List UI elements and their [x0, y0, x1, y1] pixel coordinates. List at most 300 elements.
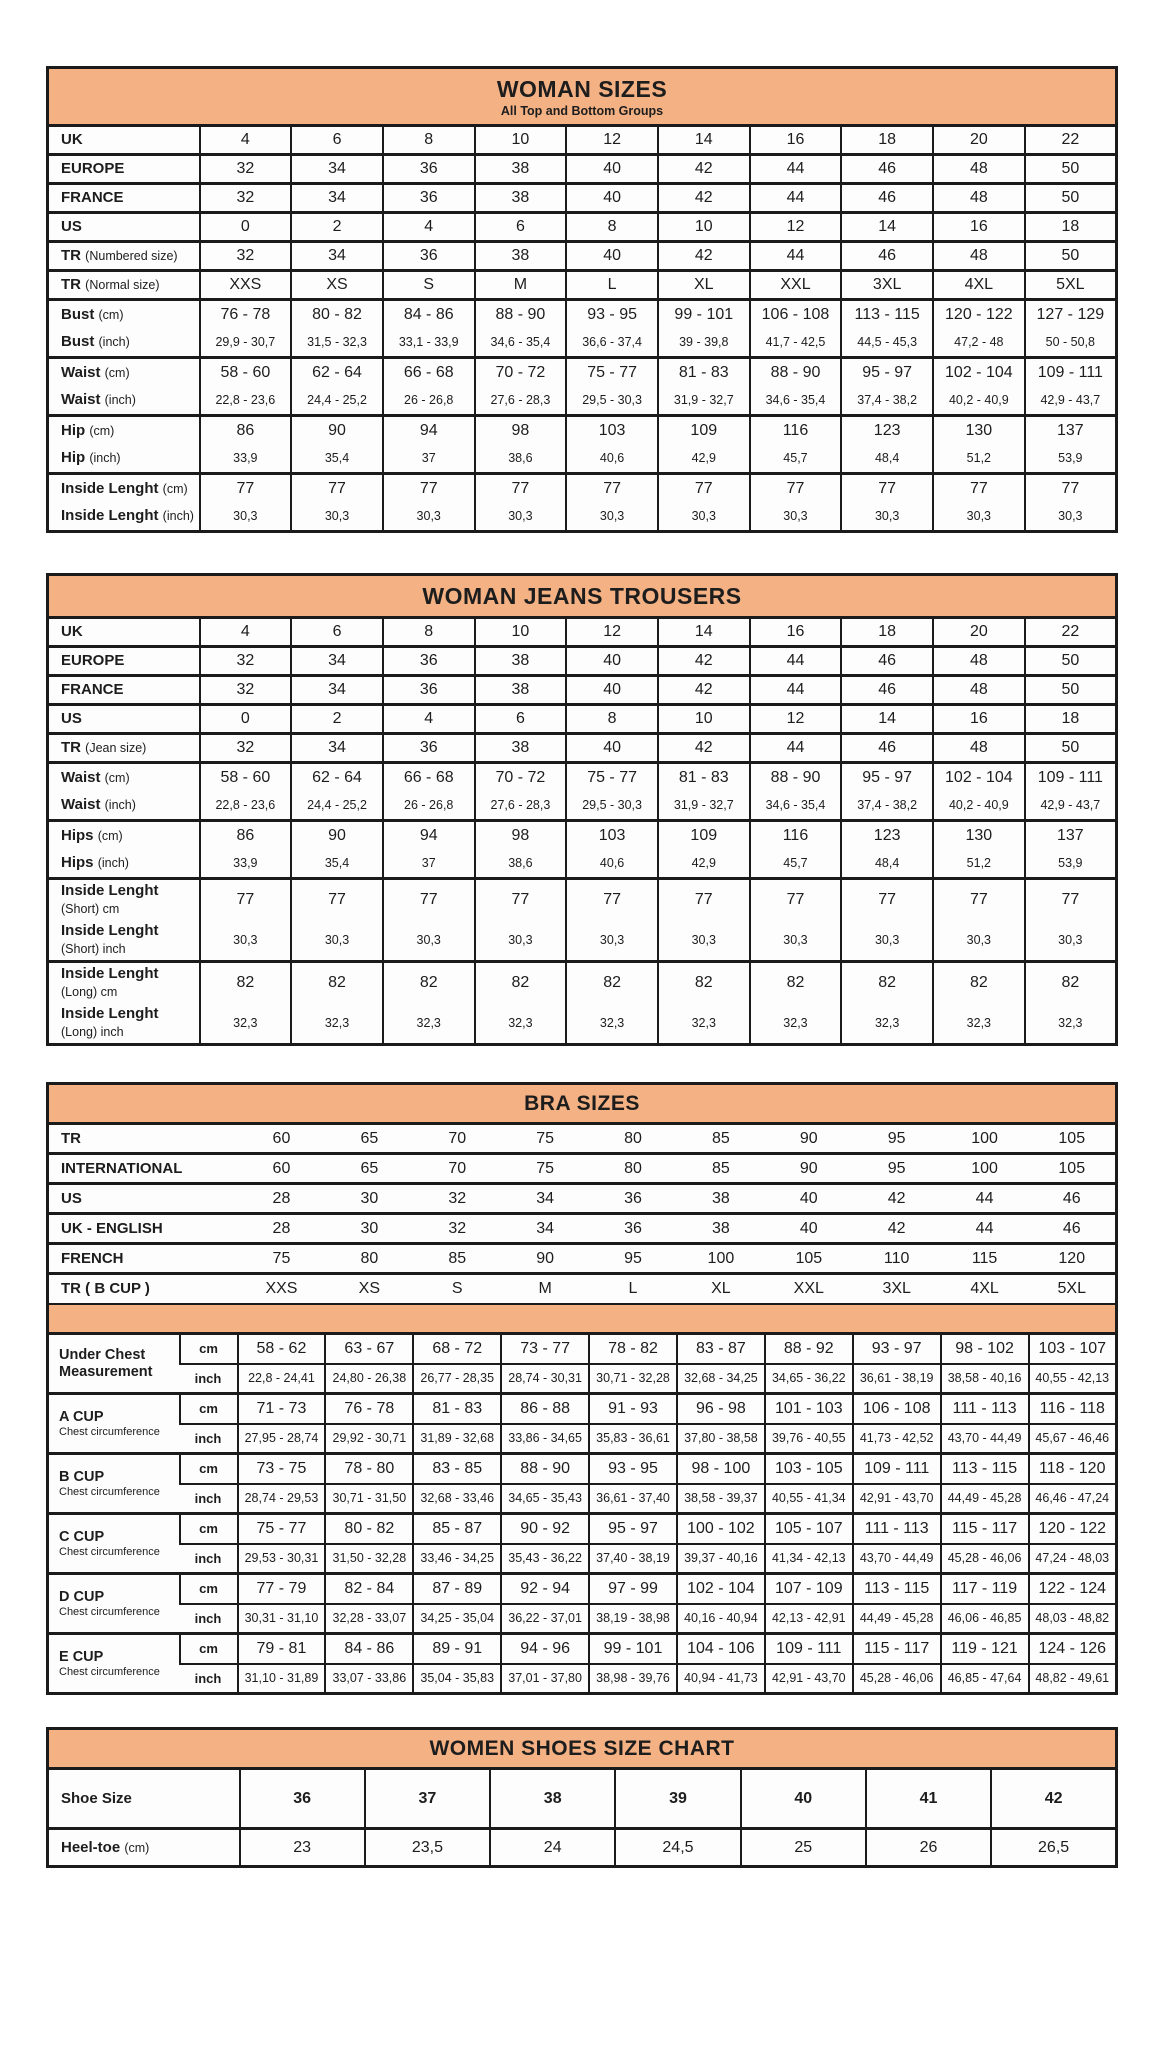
size-value: 90 - 92 [501, 1514, 589, 1544]
size-value: 48 [933, 647, 1025, 676]
size-value: 83 - 85 [413, 1454, 501, 1484]
row-label [48, 271, 200, 300]
size-value: 32,3 [658, 1003, 750, 1045]
row-label-detail: (Normal size) [85, 278, 160, 292]
size-value: 30,3 [475, 920, 567, 962]
table-row [48, 1604, 1117, 1634]
size-value: 33,1 - 33,9 [383, 329, 475, 358]
size-value: 95 - 97 [841, 358, 933, 387]
row-label-main: US [61, 218, 82, 235]
row-label [48, 676, 200, 705]
size-value: 63 - 67 [325, 1334, 413, 1364]
size-value: 29,5 - 30,3 [566, 792, 658, 821]
size-value: 44 [941, 1184, 1029, 1214]
size-value: 77 [200, 879, 292, 921]
size-value: 40 [566, 155, 658, 184]
size-value: 40,2 - 40,9 [933, 792, 1025, 821]
size-value: 8 [566, 213, 658, 242]
size-value: 6 [291, 126, 383, 155]
size-value: 75 [501, 1154, 589, 1184]
table-subtitle: All Top and Bottom Groups [500, 104, 664, 118]
table-row [48, 155, 1117, 184]
row-label [48, 879, 200, 921]
size-value: 75 [238, 1244, 326, 1274]
size-value: 31,9 - 32,7 [658, 387, 750, 416]
size-value: 93 - 97 [853, 1334, 941, 1364]
size-value: 98 - 100 [677, 1454, 765, 1484]
size-value: 26,5 [991, 1829, 1116, 1867]
size-value: XXL [765, 1274, 853, 1304]
size-value: 60 [238, 1154, 326, 1184]
row-label [48, 300, 200, 329]
size-value: 45,67 - 46,46 [1029, 1424, 1117, 1454]
row-label-main: Hip [61, 449, 90, 467]
size-value: 107 - 109 [765, 1574, 853, 1604]
size-value: 127 - 129 [1025, 300, 1117, 329]
size-value: 88 - 90 [750, 763, 842, 792]
size-value: 30,71 - 31,50 [325, 1484, 413, 1514]
size-value: 48 [933, 155, 1025, 184]
size-value: 98 [475, 821, 567, 850]
size-value: 85 - 87 [413, 1514, 501, 1544]
table-row [48, 705, 1117, 734]
row-label [48, 155, 200, 184]
size-value: 36 [383, 242, 475, 271]
table-title: WOMAN SIZES [496, 76, 668, 102]
size-value: 115 - 117 [853, 1634, 941, 1664]
row-label-main: Heel-toe [61, 1838, 125, 1856]
row-label [48, 213, 200, 242]
size-value: 38,19 - 38,98 [589, 1604, 677, 1634]
cup-name: A CUP [59, 1408, 104, 1425]
size-value: 35,83 - 36,61 [589, 1424, 677, 1454]
size-value: 34 [291, 184, 383, 213]
size-value: 30,3 [750, 920, 842, 962]
row-label [48, 962, 200, 1004]
size-value: 32,68 - 34,25 [677, 1364, 765, 1394]
row-label-main: UK [61, 623, 83, 640]
size-value: 130 [933, 821, 1025, 850]
size-value: 36 [240, 1769, 365, 1829]
size-value: 88 - 90 [475, 300, 567, 329]
row-label [48, 1154, 238, 1184]
size-value: 14 [658, 126, 750, 155]
size-value: 46 [841, 184, 933, 213]
size-value: 48 [933, 734, 1025, 763]
table-row [48, 184, 1117, 213]
row-label [48, 763, 200, 792]
size-value: 109 [658, 416, 750, 445]
size-value: 93 - 95 [589, 1454, 677, 1484]
table-row [48, 879, 1117, 921]
bra-sizes-table [46, 1082, 1118, 1695]
size-value: 82 [200, 962, 292, 1004]
size-value: 40,16 - 40,94 [677, 1604, 765, 1634]
table-row [48, 676, 1117, 705]
table-title-band [48, 1084, 1117, 1124]
size-value: 37,4 - 38,2 [841, 387, 933, 416]
size-value: 105 [765, 1244, 853, 1274]
row-label-detail: (Short) cm [61, 902, 120, 916]
size-value: 105 [1029, 1124, 1117, 1154]
size-value: 40 [765, 1184, 853, 1214]
size-value: 32,3 [933, 1003, 1025, 1045]
table-row [48, 300, 1117, 329]
table-title: BRA SIZES [524, 1092, 640, 1115]
size-value: 10 [658, 213, 750, 242]
size-value: 78 - 82 [589, 1334, 677, 1364]
row-label-detail: (Long) inch [61, 1025, 124, 1039]
size-value: 90 [291, 416, 383, 445]
size-value: 33,46 - 34,25 [413, 1544, 501, 1574]
size-value: 30,3 [291, 920, 383, 962]
size-value: 30,71 - 32,28 [589, 1364, 677, 1394]
table-row [48, 1274, 1117, 1304]
row-label-main: TR ( B CUP ) [61, 1279, 150, 1297]
size-value: 22,8 - 23,6 [200, 792, 292, 821]
size-value: 39,76 - 40,55 [765, 1424, 853, 1454]
size-value: 102 - 104 [933, 358, 1025, 387]
row-label-main: Inside Lenght [61, 922, 159, 939]
size-value: 85 [413, 1244, 501, 1274]
size-value: 50 [1025, 734, 1117, 763]
row-label-main: Shoe Size [61, 1789, 132, 1807]
size-value: 32 [413, 1184, 501, 1214]
women-shoes-table [46, 1727, 1118, 1868]
table-row [48, 503, 1117, 532]
row-label-main: INTERNATIONAL [61, 1159, 183, 1177]
size-value: 103 [566, 821, 658, 850]
row-label [48, 416, 200, 445]
size-value: 88 - 92 [765, 1334, 853, 1364]
size-value: 42,9 - 43,7 [1025, 792, 1117, 821]
size-value: 30,3 [566, 920, 658, 962]
size-value: 137 [1025, 416, 1117, 445]
spacer [46, 1695, 1118, 1727]
table-row [48, 1184, 1117, 1214]
size-value: 48,03 - 48,82 [1029, 1604, 1117, 1634]
size-value: 96 - 98 [677, 1394, 765, 1424]
size-value: 94 [383, 416, 475, 445]
size-value: 90 [501, 1244, 589, 1274]
size-value: 42,9 [658, 850, 750, 879]
table-row [48, 1214, 1117, 1244]
size-value: 32,3 [841, 1003, 933, 1045]
table-row [48, 618, 1117, 647]
table-row [48, 1829, 1117, 1867]
unit-label-cm: cm [180, 1634, 238, 1664]
table-title-band [48, 68, 1117, 126]
size-value: 26,77 - 28,35 [413, 1364, 501, 1394]
size-value: 36,61 - 37,40 [589, 1484, 677, 1514]
row-label [48, 618, 200, 647]
size-value: 32,3 [383, 1003, 475, 1045]
cup-name: Under Chest Measurement [59, 1346, 153, 1380]
size-value: 42,13 - 42,91 [765, 1604, 853, 1634]
row-label-detail: (Long) cm [61, 985, 118, 999]
size-value: 95 [853, 1154, 941, 1184]
row-label [48, 358, 200, 387]
size-value: 80 - 82 [291, 300, 383, 329]
size-value: 53,9 [1025, 445, 1117, 474]
size-value: 40 [566, 242, 658, 271]
row-label [48, 242, 200, 271]
size-value: 113 - 115 [941, 1454, 1029, 1484]
table-row [48, 850, 1117, 879]
size-value: 46 [841, 647, 933, 676]
separator-band-row [48, 1304, 1117, 1334]
row-label [48, 792, 200, 821]
size-value: 46 [841, 676, 933, 705]
size-value: 76 - 78 [200, 300, 292, 329]
table-row [48, 416, 1117, 445]
size-value: 47,24 - 48,03 [1029, 1544, 1117, 1574]
row-label [48, 1184, 238, 1214]
size-value: 48 [933, 676, 1025, 705]
size-value: 40 [566, 184, 658, 213]
row-label [48, 445, 200, 474]
row-label-main: Hips [61, 854, 98, 872]
unit-label-inch: inch [180, 1424, 238, 1454]
size-value: 46,06 - 46,85 [941, 1604, 1029, 1634]
row-label-detail: (inch) [104, 393, 136, 408]
row-label [48, 647, 200, 676]
size-value: 75 - 77 [566, 763, 658, 792]
size-value: 14 [841, 213, 933, 242]
size-value: 14 [841, 705, 933, 734]
row-label [48, 387, 200, 416]
size-value: XL [658, 271, 750, 300]
size-value: 18 [1025, 705, 1117, 734]
size-value: 36,22 - 37,01 [501, 1604, 589, 1634]
size-value: 109 - 111 [1025, 358, 1117, 387]
size-value: 50 [1025, 676, 1117, 705]
size-value: 32,68 - 33,46 [413, 1484, 501, 1514]
size-value: 4 [383, 213, 475, 242]
row-label-detail: (cm) [104, 770, 130, 785]
size-value: 105 [1029, 1154, 1117, 1184]
size-value: 104 - 106 [677, 1634, 765, 1664]
size-value: 77 [658, 474, 750, 503]
size-value: 82 [658, 962, 750, 1004]
size-value: 29,92 - 30,71 [325, 1424, 413, 1454]
unit-label-inch: inch [180, 1544, 238, 1574]
size-value: 44 [750, 242, 842, 271]
size-value: 47,2 - 48 [933, 329, 1025, 358]
size-value: 43,70 - 44,49 [853, 1544, 941, 1574]
size-value: 38,58 - 40,16 [941, 1364, 1029, 1394]
size-value: 42,91 - 43,70 [765, 1664, 853, 1694]
size-value: 31,9 - 32,7 [658, 792, 750, 821]
size-value: 58 - 62 [238, 1334, 326, 1364]
size-value: 80 [589, 1154, 677, 1184]
size-value: 0 [200, 705, 292, 734]
size-value: 85 [677, 1154, 765, 1184]
size-value: 82 [475, 962, 567, 1004]
size-value: 32 [413, 1214, 501, 1244]
row-label-main: EUROPE [61, 160, 125, 177]
size-value: 75 [501, 1124, 589, 1154]
size-value: 77 [291, 474, 383, 503]
size-value: 38,6 [475, 850, 567, 879]
size-value: 32,3 [475, 1003, 567, 1045]
size-value: 22,8 - 24,41 [238, 1364, 326, 1394]
table-row [48, 213, 1117, 242]
row-label-main: TR [61, 1129, 81, 1147]
size-value: 103 - 105 [765, 1454, 853, 1484]
size-value: 30,3 [200, 920, 292, 962]
size-value: 88 - 90 [501, 1454, 589, 1484]
table-row [48, 962, 1117, 1004]
size-value: 116 - 118 [1029, 1394, 1117, 1424]
size-value: 88 - 90 [750, 358, 842, 387]
size-value: 45,7 [750, 850, 842, 879]
table-row [48, 1394, 1117, 1424]
size-value: 35,04 - 35,83 [413, 1664, 501, 1694]
table-row [48, 358, 1117, 387]
size-value: 34,6 - 35,4 [750, 387, 842, 416]
unit-label-inch: inch [180, 1604, 238, 1634]
size-value: 12 [750, 705, 842, 734]
cup-name: E CUP [59, 1648, 104, 1665]
size-value: 77 [1025, 474, 1117, 503]
size-value: 39 [615, 1769, 740, 1829]
size-value: 36 [383, 676, 475, 705]
row-label [48, 1829, 240, 1867]
cup-name: D CUP [59, 1588, 105, 1605]
size-value: 40,6 [566, 445, 658, 474]
row-label-main: US [61, 710, 82, 727]
size-value: 28,74 - 30,31 [501, 1364, 589, 1394]
woman-jeans-table [46, 573, 1118, 1046]
row-label [48, 734, 200, 763]
row-label-main: UK - ENGLISH [61, 1219, 163, 1237]
table-row [48, 242, 1117, 271]
size-value: 28 [238, 1214, 326, 1244]
table-row [48, 271, 1117, 300]
size-value: 30,3 [200, 503, 292, 532]
cup-subtitle: Chest circumference [59, 1666, 160, 1679]
size-value: 103 - 107 [1029, 1334, 1117, 1364]
size-value: 117 - 119 [941, 1574, 1029, 1604]
row-label-main: Waist [61, 796, 105, 814]
size-value: 0 [200, 213, 292, 242]
size-value: 32 [200, 155, 292, 184]
size-value: 73 - 77 [501, 1334, 589, 1364]
size-value: 77 [200, 474, 292, 503]
unit-label-cm: cm [180, 1574, 238, 1604]
table-row [48, 445, 1117, 474]
unit-label-inch: inch [180, 1484, 238, 1514]
size-value: 12 [566, 618, 658, 647]
size-value: XS [325, 1274, 413, 1304]
size-value: 41,34 - 42,13 [765, 1544, 853, 1574]
size-value: 40 [566, 647, 658, 676]
size-value: 38 [475, 647, 567, 676]
row-label [48, 1274, 238, 1304]
row-label-detail: (inch) [98, 335, 130, 350]
size-value: 32,3 [566, 1003, 658, 1045]
size-value: 43,70 - 44,49 [941, 1424, 1029, 1454]
size-value: 58 - 60 [200, 358, 292, 387]
row-label-main: FRANCE [61, 189, 124, 206]
size-value: 82 [383, 962, 475, 1004]
size-value: 68 - 72 [413, 1334, 501, 1364]
size-value: 37 [365, 1769, 490, 1829]
size-value: 30,3 [750, 503, 842, 532]
size-value: 53,9 [1025, 850, 1117, 879]
size-value: 32 [200, 734, 292, 763]
size-value: 44 [750, 734, 842, 763]
size-value: 40,55 - 41,34 [765, 1484, 853, 1514]
size-value: 71 - 73 [238, 1394, 326, 1424]
size-value: 110 [853, 1244, 941, 1274]
size-value: 109 - 111 [1025, 763, 1117, 792]
size-value: 24,4 - 25,2 [291, 387, 383, 416]
size-value: 27,6 - 28,3 [475, 792, 567, 821]
table-row [48, 1364, 1117, 1394]
row-label-detail: (Short) inch [61, 942, 126, 956]
row-label-main: Inside Lenght [61, 507, 163, 525]
size-value: 58 - 60 [200, 763, 292, 792]
size-value: 94 - 96 [501, 1634, 589, 1664]
size-value: 40 [765, 1214, 853, 1244]
size-value: 77 [566, 474, 658, 503]
row-label [48, 1124, 238, 1154]
size-value: 38 [490, 1769, 615, 1829]
table-row [48, 647, 1117, 676]
size-value: 38 [475, 734, 567, 763]
size-value: 102 - 104 [677, 1574, 765, 1604]
size-value: 115 [941, 1244, 1029, 1274]
size-value: 70 - 72 [475, 763, 567, 792]
row-label-main: EUROPE [61, 652, 125, 669]
size-value: 97 - 99 [589, 1574, 677, 1604]
row-label-detail: (cm) [162, 481, 188, 496]
size-value: 42 [658, 647, 750, 676]
size-value: 32 [200, 184, 292, 213]
size-value: 50 [1025, 184, 1117, 213]
size-value: 42 [853, 1214, 941, 1244]
size-value: 8 [566, 705, 658, 734]
table-row [48, 1574, 1117, 1604]
size-value: 100 [677, 1244, 765, 1274]
size-value: 38 [475, 184, 567, 213]
row-label-main: Hips [61, 826, 98, 844]
size-value: 82 [291, 962, 383, 1004]
size-value: 65 [325, 1124, 413, 1154]
size-value: 18 [841, 618, 933, 647]
row-label-main: TR [61, 276, 86, 293]
size-value: 39 - 39,8 [658, 329, 750, 358]
row-label-main: FRANCE [61, 681, 124, 698]
size-value: 41,7 - 42,5 [750, 329, 842, 358]
size-value: 34 [501, 1214, 589, 1244]
size-value: 51,2 [933, 850, 1025, 879]
size-value: L [566, 271, 658, 300]
size-value: 120 - 122 [933, 300, 1025, 329]
row-label-main: Waist [61, 391, 105, 409]
table-title-band [48, 1729, 1117, 1769]
size-value: 10 [475, 126, 567, 155]
size-value: 30 [325, 1184, 413, 1214]
size-value: 4 [200, 618, 292, 647]
size-value: 81 - 83 [413, 1394, 501, 1424]
size-value: 32 [200, 647, 292, 676]
size-value: XXL [750, 271, 842, 300]
size-value: 22,8 - 23,6 [200, 387, 292, 416]
spacer [46, 1046, 1118, 1082]
